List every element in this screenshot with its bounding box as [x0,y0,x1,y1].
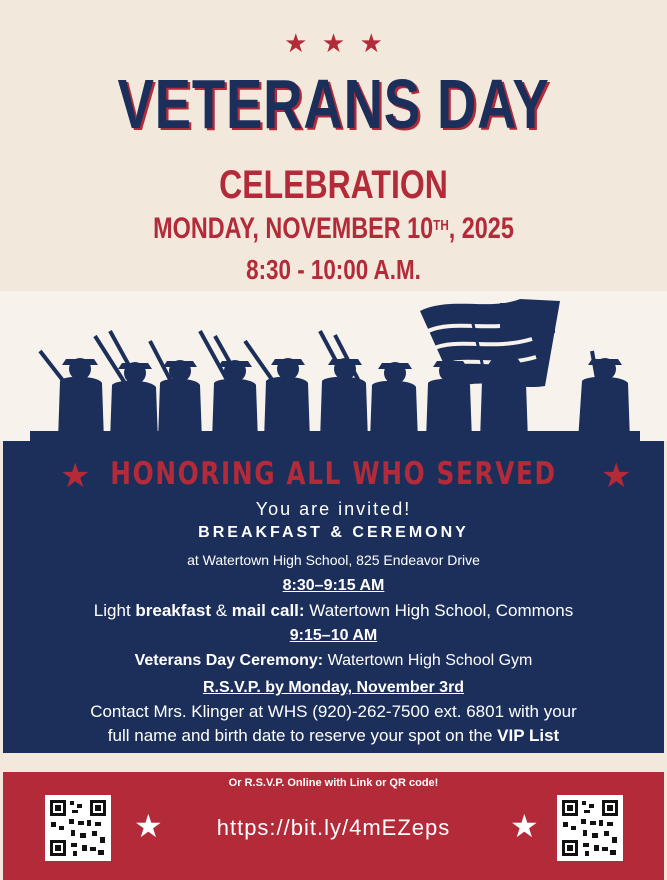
date-year: , 2025 [448,212,514,245]
date-main: MONDAY, NOVEMBER 10 [153,212,434,245]
invited-text: You are invited! [255,499,412,519]
event-time: 8:30 - 10:00 A.M. [246,254,421,285]
star-icon: ★ [601,457,632,495]
subtitle: CELEBRATION [219,163,448,207]
event-address: at Watertown High School, 825 Endeavor Drive [187,552,480,568]
rsvp-link[interactable]: https://bit.ly/4mEZeps [216,815,451,840]
online-rsvp-text: Or R.S.V.P. Online with Link or QR code! [228,777,439,789]
star-icon: ★ [359,28,383,58]
page-title: VETERANS DAY [117,65,550,143]
star-icon: ★ [321,28,346,58]
date-suffix: TH [433,217,449,234]
slot1-time: 8:30–9:15 AM [282,577,385,594]
top-stars [0,30,667,57]
slot1-description: Light breakfast & mail call: Watertown High School, Commons [93,601,574,620]
contact-line-2: full name and birth date to reserve your spot on the VIP List [107,726,560,745]
rsvp-deadline: R.S.V.P. by Monday, November 3rd [202,679,465,696]
star-icon: ★ [134,808,163,844]
event-date [73,212,593,246]
contact-line-1: Contact Mrs. Klinger at WHS (920)-262-7500 ext. 6801 with your [90,702,577,721]
soldiers-silhouette [0,291,667,451]
star-icon: ★ [510,808,539,844]
honoring-heading: HONORING ALL WHO SERVED [110,456,557,492]
star-icon: ★ [284,28,308,58]
event-name: BREAKFAST & CEREMONY [198,524,469,541]
slot2-description: Veterans Day Ceremony: Watertown High School Gym [134,652,533,669]
star-icon: ★ [60,457,91,495]
qr-code-icon[interactable] [557,795,623,861]
slot2-time: 9:15–10 AM [289,627,378,644]
